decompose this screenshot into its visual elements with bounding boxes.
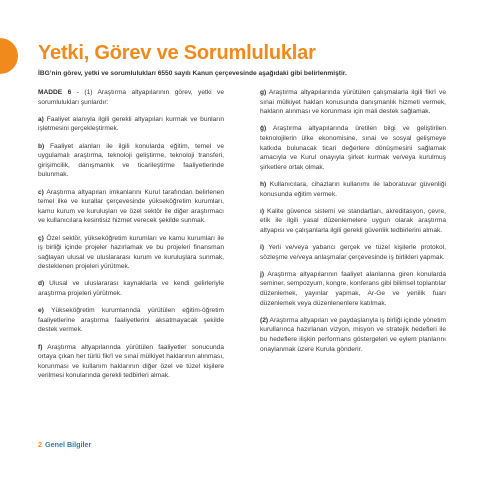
page-accent-tab — [0, 38, 18, 74]
right-column — [260, 88, 446, 362]
article-item-e — [38, 306, 224, 335]
item-text: Araştırma altyapılarında yürütülen faaliyetler sonucunda ortaya çıkan her türlü fikrî ve sınai mülkiyet haklarının alınması, korunması ve kullanım haklarının diğer özel ve tüzel kişilere verilmesi konularında gerekli tedbirleri almak. — [38, 343, 224, 380]
item-text: Faaliyet alanları ile ilgili konularda eğitim, temel ve uygulamalı araştırma, teknoloji geliştirme, teknoloji transferi, girişimcilik, danışmanlık ve ticarileştirme faaliyetlerinde bulunmak. — [38, 142, 224, 179]
item-label: f) — [38, 343, 43, 351]
item-text: Araştırma altyapılarında yürütülen çalışmalarla ilgili fikrî ve sınai mülkiyet hakları konusunda danışmanlık hizmeti vermek, hakların alınması ve korunması için mali destek sağlamak. — [260, 89, 446, 116]
page-subtitle: İBG’nin görev, yetki ve sorumlulukları 6550 sayılı Kanun çerçevesinde aşağıdaki gibi belirlenmiştir. — [38, 70, 347, 77]
item-label: ç) — [38, 234, 44, 242]
page-footer — [38, 440, 91, 449]
article-item-dotless-i — [260, 207, 446, 236]
item-label: ı) — [260, 207, 265, 215]
item-label: (2) — [260, 316, 269, 324]
item-label: g) — [260, 89, 267, 96]
article-item-h — [260, 180, 446, 199]
article-item-c-cedilla — [38, 234, 224, 272]
article-item-f — [38, 343, 224, 381]
article-item-d — [38, 279, 224, 298]
item-text: Araştırma altyapıları imkanlarını Kurul tarafından belirlenen temel ilke ve kurallar çerçevesinde yükseköğretim kurumları, kamu kurum ve kuruluşları ve özel sektör ile diğer araştırmacı ve kullanıcılara kesintisiz hizmet verecek şekilde sunmak. — [38, 188, 224, 225]
item-text: - (1) Araştırma altyapılarının görev, yetki ve sorumlulukları şunlardır: — [38, 89, 224, 106]
article-item-b — [38, 142, 224, 180]
item-label: i) — [260, 244, 265, 252]
item-label: b) — [38, 142, 45, 150]
item-label: d) — [38, 280, 45, 288]
footer-section-title: Genel Bilgiler — [45, 440, 92, 449]
item-label: ğ) — [260, 125, 267, 133]
article-item-j — [260, 270, 446, 308]
item-label: c) — [38, 188, 44, 196]
item-text: Faaliyet alanıyla ilgili gerekli altyapıları kurmak ve bunların işletmesini gerçekleştirmek. — [38, 115, 224, 133]
item-text: Ulusal ve uluslararası kaynaklarla ve kendi gelirleriyle araştırma projeleri yürütmek. — [38, 280, 224, 298]
item-label: h) — [260, 180, 267, 188]
item-text: Kullanıcılara, cihazların kullanımı ile laboratuvar güvenliği konusunda eğitim vermek. — [260, 180, 446, 198]
article-item-g-breve — [260, 124, 446, 172]
item-text: Yerli ve/veya yabancı gerçek ve tüzel kişilerle protokol, sözleşme ve/veya anlaşmalar çerçevesinde iş birlikleri yapmak. — [260, 244, 446, 261]
page-title: Yetki, Görev ve Sorumluluklar — [38, 42, 316, 64]
item-text: Özel sektör, yükseköğretim kurumları ve kamu kurumları ile iş birliği içinde projeler hazırlamak ve bu projeleri finansman sağlayan ulusal ve uluslararası kurum ve kuruluşlara sunmak, desteklenen projeleri yürütmek. — [38, 234, 224, 271]
item-text: Kalite güvence sistemi ve standartları, akreditasyon, çevre, etik ile ilgili yasal düzenlemelere uygun olarak araştırma altyapısı ve çalışanlarla ilgili gerekli güvenlik tedbirlerini almak. — [260, 207, 446, 234]
item-label: a) — [38, 115, 44, 123]
item-text: Araştırma altyapılarının faaliyet alanlarına giren konularda seminer, sempozyum, kongre, konferans gibi bilimsel toplantılar düzenlemek, yayınlar yapmak, Ar-Ge ve yenilik fuarı düzenlemek veya düzenlenenlere katılmak. — [260, 270, 446, 307]
article-paragraph-2 — [260, 316, 446, 354]
item-text: Yükseköğretim kurumlarında yürütülen eğitim-öğretim faaliyetlerine araştırma faaliyetlerini aksatmayacak şekilde destek vermek. — [38, 307, 224, 334]
left-column — [38, 88, 224, 389]
item-text: Araştırma altyapılarında üretilen bilgi ve geliştirilen teknolojilerin ülke ekonomisine, sınai ve sosyal gelişmeye katkıda bulunacak ticari değerlere dönüşmesini sağlamak amacıyla ve Kurul onayıyla şirket kurmak ve/veya kurulmuş şirketlere ortak olmak. — [260, 125, 446, 171]
article-item-i — [260, 243, 446, 262]
item-label: MADDE 6 — [38, 89, 72, 96]
item-label: e) — [38, 307, 44, 315]
item-label: j) — [260, 270, 265, 278]
page-number: 2 — [38, 440, 42, 449]
item-text: Araştırma altyapıları ve paydaşlarıyla iş birliği içinde yönetim kurullarınca hazırlanan vizyon, misyon ve stratejik hedefleri ile bu hedeflere ilişkin performans göstergeleri ve eylem planlarını onaylanmak üzere Kurula gönderir. — [260, 316, 446, 353]
article-item-a — [38, 115, 224, 134]
article-intro — [38, 88, 224, 107]
article-item-c — [38, 188, 224, 226]
article-item-g — [260, 88, 446, 117]
